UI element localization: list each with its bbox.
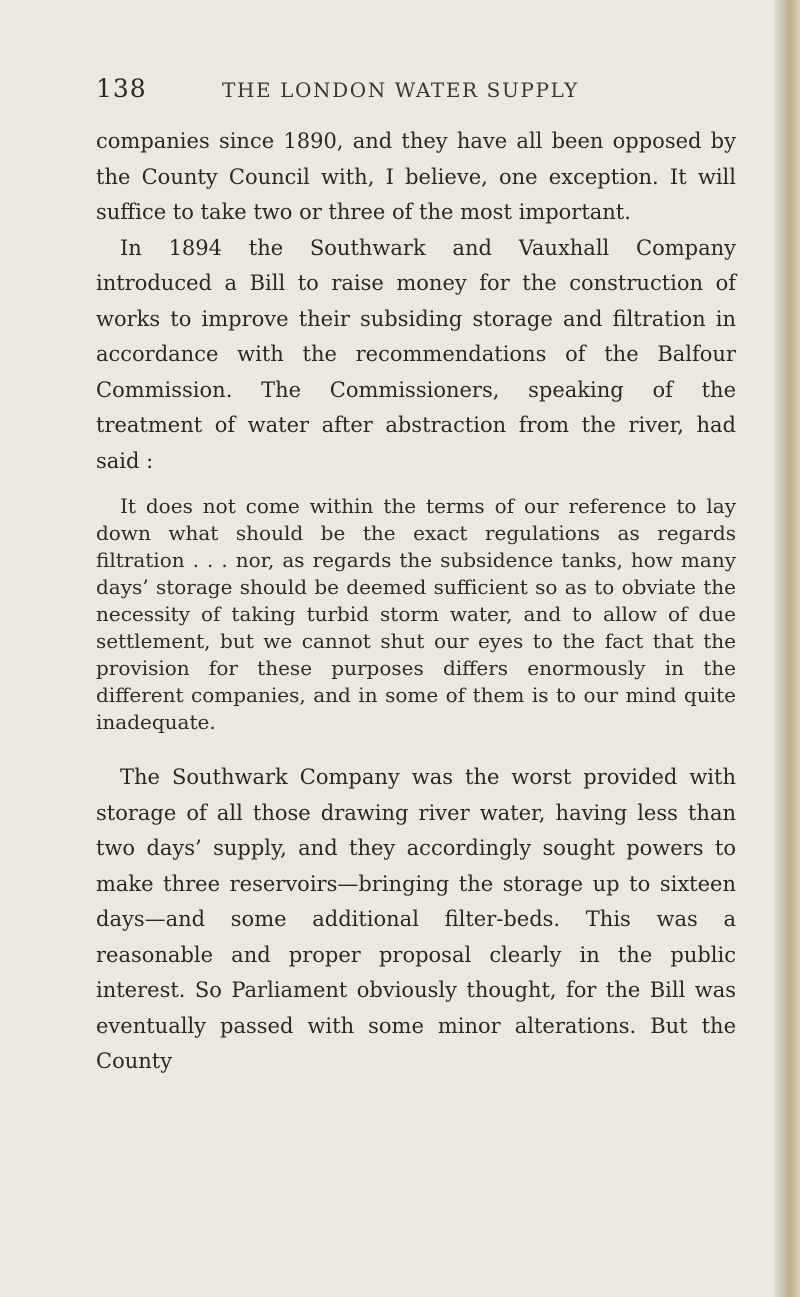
paragraph-continued: companies since 1890, and they have all been opposed by the County Council with, I believe, one exception. It will suffice to take two or three of the most important.	[96, 129, 736, 224]
block-quote-commission: It does not come within the terms of our reference to lay down what should be the exact regulations as regards filtration . . . nor, as regards the subsidence tanks, how many days’ storage should be deemed sufficient so as to obviate the necessity of taking turbid storm water, and to allow of due settlement, but we cannot shut our eyes to the fact that the provision for these purposes differs enormously in the different companies, and in some of them is to our mind quite inadequate.	[96, 494, 736, 734]
page-edge-shadow	[774, 0, 800, 1297]
running-title: THE LONDON WATER SUPPLY	[222, 78, 579, 102]
body-text	[96, 124, 736, 1080]
running-head	[96, 74, 736, 108]
page-number: 138	[96, 74, 147, 103]
paragraph-southwark-bill: In 1894 the Southwark and Vauxhall Company introduced a Bill to raise money for the construction of works to improve their subsiding storage and filtration in accordance with the recommendations of the Balfour Commission. The Commissioners, speaking of the treatment of water after abstraction from the river, had said :	[96, 235, 736, 473]
paragraph-southwark-storage: The Southwark Company was the worst provided with storage of all those drawing river water, having less than two days’ supply, and they accordingly sought powers to make three reservoirs—bringing the storage up to sixteen days—and some additional filter-beds. This was a reasonable and proper proposal clearly in the public interest. So Parliament obviously thought, for the Bill was eventually passed with some minor alterations. But the County	[96, 765, 736, 1073]
